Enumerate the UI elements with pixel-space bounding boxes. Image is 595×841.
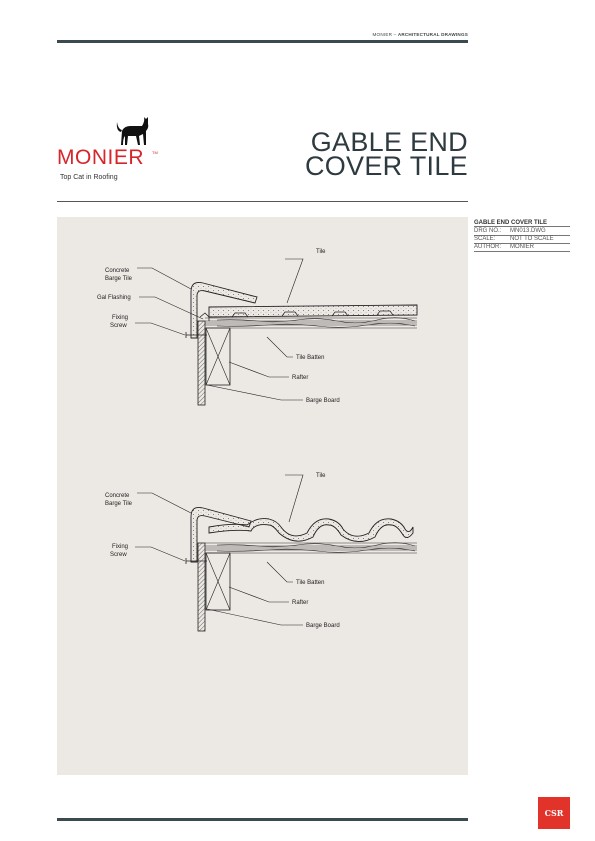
- header-tag: [373, 32, 468, 37]
- info-row-author: [474, 244, 570, 252]
- label-concrete-barge-tile-line-2: Barge Tile: [105, 276, 133, 282]
- logo-wordmark: MONIER: [57, 146, 144, 169]
- logo-tagline: Top Cat in Roofing: [60, 174, 118, 181]
- label-gal-flashing: Gal Flashing: [97, 295, 131, 301]
- label-fixing-screw-line-2: Screw: [110, 323, 127, 329]
- drawing-panel: [57, 217, 468, 775]
- label-concrete-barge-tile-line-2: Barge Tile: [105, 501, 133, 507]
- info-key: DRG NO.:: [474, 227, 502, 234]
- gal-flashing: [200, 313, 209, 321]
- header-separator: –: [392, 32, 398, 37]
- info-key: AUTHOR:: [474, 244, 501, 251]
- title-line-2: COVER TILE: [304, 151, 468, 181]
- rafter: [206, 328, 230, 385]
- monier-logo: [57, 112, 177, 192]
- label-tile: Tile: [316, 249, 326, 255]
- label-rafter: Rafter: [292, 600, 309, 606]
- label-concrete-barge-tile-line-1: Concrete: [105, 493, 130, 499]
- label-fixing-screw-line-1: Fixing: [112, 544, 129, 550]
- label-fixing-screw-line-1: Fixing: [112, 315, 129, 321]
- tile-batten: [205, 543, 417, 553]
- cat-icon: [115, 114, 151, 150]
- label-concrete-barge-tile-line-1: Concrete: [105, 268, 130, 274]
- tile-batten: [205, 318, 417, 328]
- info-row-drg: [474, 227, 570, 235]
- label-tile-batten: Tile Batten: [296, 355, 325, 361]
- label-rafter: Rafter: [292, 375, 309, 381]
- drawings-svg: [57, 217, 468, 775]
- info-value: MN013.DWG: [510, 227, 546, 234]
- barge-board: [198, 321, 205, 405]
- rafter: [206, 553, 230, 610]
- top-rule: [57, 40, 468, 43]
- info-key: SCALE:: [474, 236, 496, 243]
- label-fixing-screw-line-2: Screw: [110, 552, 127, 558]
- info-value: NOT TO SCALE: [510, 236, 554, 243]
- barge-board: [198, 543, 205, 631]
- flat-tile: [209, 305, 417, 317]
- page-title: [304, 127, 468, 181]
- label-barge-board: Barge Board: [306, 623, 340, 629]
- header-section: ARCHITECTURAL DRAWINGS: [397, 32, 468, 37]
- label-barge-board: Barge Board: [306, 398, 340, 404]
- info-heading: GABLE END COVER TILE: [474, 219, 570, 227]
- drawing-info-block: [474, 219, 570, 252]
- label-tile-batten: Tile Batten: [296, 580, 325, 586]
- drawing-1: [97, 249, 417, 405]
- header-brand: MONIER: [372, 32, 393, 37]
- logo-trademark: TM: [152, 150, 158, 155]
- drawing-2: [105, 473, 417, 631]
- title-rule: [57, 201, 468, 202]
- label-tile: Tile: [316, 473, 326, 479]
- csr-logo: CSR: [538, 797, 570, 829]
- info-value: MONIER: [510, 244, 534, 251]
- title-line-1: GABLE END: [310, 127, 468, 157]
- bottom-rule: [57, 818, 468, 821]
- info-row-scale: [474, 236, 570, 244]
